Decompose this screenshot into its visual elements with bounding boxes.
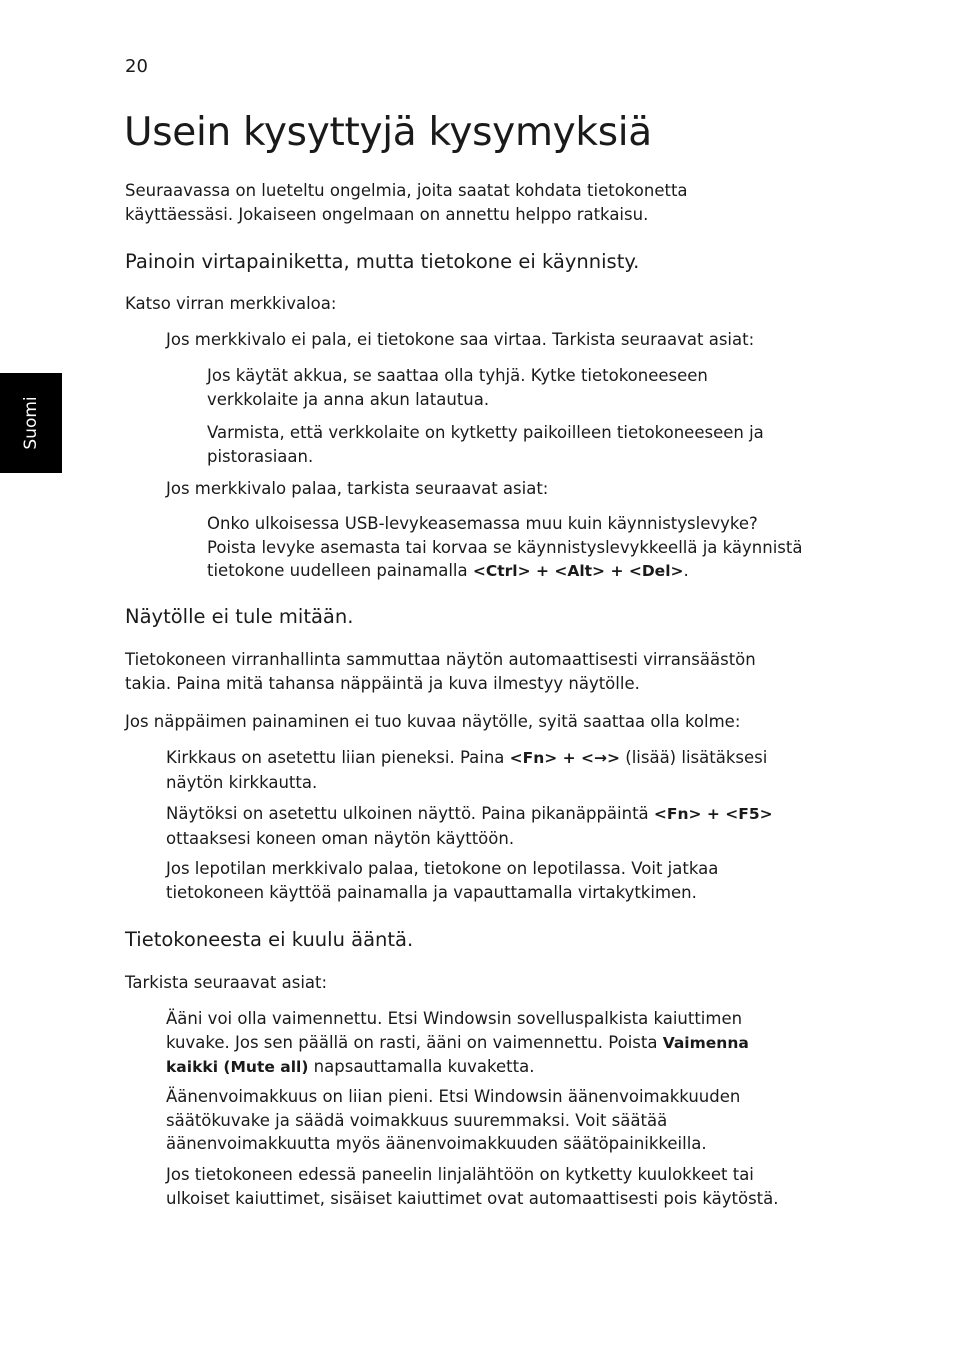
page-number: 20 <box>125 56 148 77</box>
key-combo-ctrl-alt-del: <Ctrl> + <Alt> + <Del> <box>472 562 684 580</box>
section3-item3: Jos tietokoneen edessä paneelin linjalähtöön on kytketty kuulokkeet tai ulkoiset kaiuttimet, sisäiset kaiuttimet ovat automaattisesti pois käytöstä. <box>166 1165 779 1208</box>
section-heading-sound: Tietokoneesta ei kuulu ääntä. <box>125 928 414 951</box>
section1-case1-item2: Varmista, että verkkolaite on kytketty paikoilleen tietokoneeseen ja pistorasiaan. <box>207 423 764 466</box>
mute-all-label-part2: kaikki (Mute all) <box>166 1058 309 1076</box>
section2-para1: Tietokoneen virranhallinta sammuttaa näytön automaattisesti virransäästön takia. Paina mitä tahansa näppäintä ja kuva ilmestyy näytölle. <box>125 650 756 693</box>
mute-all-label-part1: Vaimenna <box>662 1033 749 1052</box>
key-combo-fn-f5: <Fn> + <F5> <box>653 805 773 823</box>
section1-lead: Katso virran merkkivaloa: <box>125 294 337 313</box>
section1-case1-item1: Jos käytät akkua, se saattaa olla tyhjä. Kytke tietokoneeseen verkkolaite ja anna akun latautua. <box>207 366 708 409</box>
section1-case2: Jos merkkivalo palaa, tarkista seuraavat asiat: <box>166 479 549 498</box>
page-title: Usein kysyttyjä kysymyksiä <box>124 110 652 155</box>
section2-para2: Jos näppäimen painaminen ei tuo kuvaa näytölle, syitä saattaa olla kolme: <box>125 712 741 731</box>
section3-lead: Tarkista seuraavat asiat: <box>125 973 328 992</box>
intro-paragraph: Seuraavassa on lueteltu ongelmia, joita saatat kohdata tietokonetta käyttäessäsi. Jokaiseen ongelmaan on annettu helppo ratkaisu. <box>125 181 688 224</box>
language-side-tab <box>0 373 62 473</box>
section2-item3: Jos lepotilan merkkivalo palaa, tietokone on lepotilassa. Voit jatkaa tietokoneen käyttöä painamalla ja vapauttamalla virtakytkimen. <box>166 859 719 902</box>
section-heading-power: Painoin virtapainiketta, mutta tietokone ei käynnisty. <box>125 250 640 273</box>
section3-item1: Ääni voi olla vaimennettu. Etsi Windowsin sovelluspalkista kaiuttimen kuvake. Jos sen päällä on rasti, ääni on vaimennettu. Poista Vaimenna kaikki (Mute all) napsauttamalla kuvaketta. <box>166 1009 749 1076</box>
section1-case2-item1: Onko ulkoisessa USB-levykeasemassa muu kuin käynnistyslevyke? Poista levyke asemasta tai korvaa se käynnistyslevykkeellä ja käynnistä tietokone uudelleen painamalla <Ctrl> + <Alt> + <Del>. <box>207 514 803 580</box>
section2-item2: Näytöksi on asetettu ulkoinen näyttö. Paina pikanäppäintä <Fn> + <F5> ottaaksesi koneen oman näytön käyttöön. <box>166 804 773 848</box>
key-combo-fn-right: <Fn> + <→> <box>509 749 621 767</box>
section1-case1: Jos merkkivalo ei pala, ei tietokone saa virtaa. Tarkista seuraavat asiat: <box>166 330 755 349</box>
side-tab-label: Suomi <box>21 396 41 450</box>
section3-item2: Äänenvoimakkuus on liian pieni. Etsi Windowsin äänenvoimakkuuden säätökuvake ja säädä voimakkuus suuremmaksi. Voit säätää äänenvoimakkuutta myös äänenvoimakkuuden säätöpainikkeilla. <box>166 1087 741 1153</box>
section2-item1: Kirkkaus on asetettu liian pieneksi. Paina <Fn> + <→> (lisää) lisätäksesi näytön kirkkautta. <box>166 748 768 792</box>
section-heading-display: Näytölle ei tule mitään. <box>125 605 354 628</box>
